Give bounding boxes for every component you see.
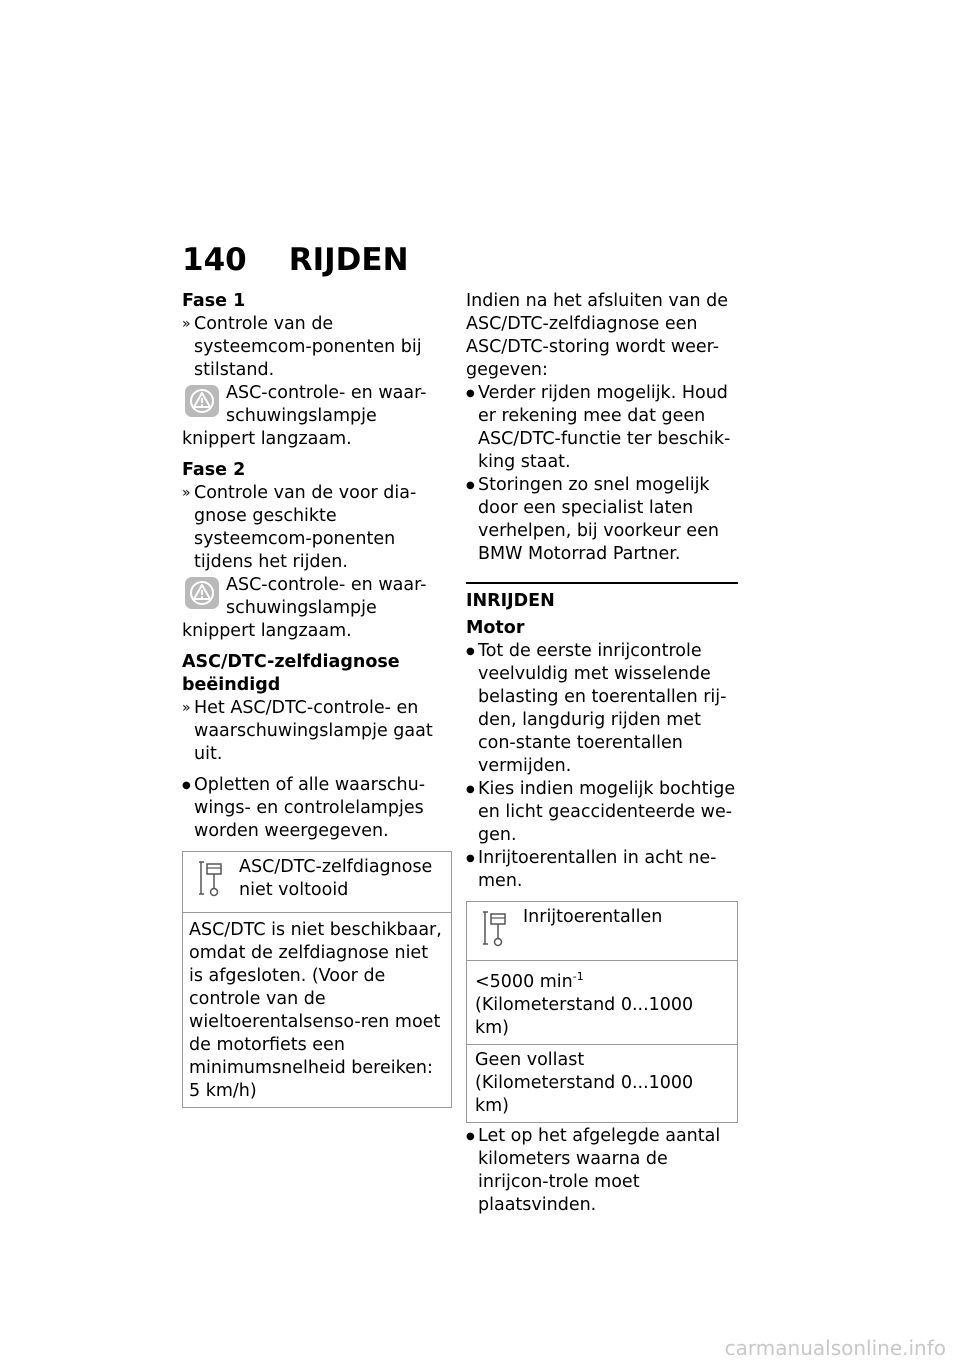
- list-item-text: Storingen zo snel mogelijk door een specialist laten verhelpen, bij voorkeur een BMW Motorrad Partner.: [478, 475, 719, 564]
- watermark: carmanualsonline.info: [724, 1336, 946, 1360]
- warning-lamp-icon: [184, 576, 220, 610]
- box-row: Geen vollast (Kilometerstand 0...1000 km): [475, 1049, 694, 1116]
- chapter-title: RIJDEN: [288, 242, 409, 278]
- list-item: [466, 1125, 738, 1217]
- subheading-motor: Motor: [466, 618, 525, 638]
- done-step-text: Het ASC/DTC-controle- en waarschuwingslampje gaat uit.: [194, 698, 433, 764]
- section-divider: [466, 582, 738, 613]
- box-header: [467, 902, 737, 961]
- list-item-text: Inrijtoerentallen in acht ne-men.: [478, 848, 717, 891]
- rpm-unit-exponent: -1: [572, 970, 584, 983]
- box-body: ASC/DTC is niet beschikbaar, omdat de zelfdiagnose niet is afgesloten. (Voor de controle van de wieltoerentalsenso-ren moet de motorfiets een minimumsnelheid bereiken: 5 km/h): [189, 920, 442, 1101]
- engine-piston-icon: [199, 860, 225, 900]
- left-column: [182, 290, 452, 1108]
- list-item-text: Tot de eerste inrijcontrole veelvuldig met wisselende belasting en toerentallen rij-den, langdurig rijden met con-stante toerentallen vermijden.: [478, 641, 727, 776]
- fase1-warning-text: ASC-controle- en waar-schuwingslampje knippert langzaam.: [182, 383, 427, 449]
- box-row: [467, 961, 737, 1045]
- box-header: [183, 852, 451, 913]
- list-item: [466, 847, 738, 893]
- box-title: ASC/DTC-zelfdiagnose niet voltooid: [239, 857, 433, 900]
- list-item-text: Let op het afgelegde aantal kilometers waarna de inrijcon-trole moet plaatsvinden.: [478, 1125, 721, 1215]
- fase2-step-text: Controle van de voor dia-gnose geschikte systeemcom-ponenten tijdens het rijden.: [194, 483, 417, 572]
- fase2-warning-text: ASC-controle- en waar-schuwingslampje knippert langzaam.: [182, 575, 427, 641]
- section-title: INRIJDEN: [466, 591, 555, 611]
- fase1-warning: [182, 382, 452, 451]
- list-item: [466, 382, 738, 474]
- box-title: Inrijtoerentallen: [523, 907, 663, 927]
- list-item: [466, 640, 738, 778]
- list-item: [466, 778, 738, 847]
- right-column: [466, 290, 738, 1217]
- fase1-step-text: Controle van de systeemcom-ponenten bij stilstand.: [194, 314, 422, 380]
- list-item: [466, 474, 738, 566]
- list-item-text: Kies indien mogelijk bochtige en licht geaccidenteerde we-gen.: [478, 779, 736, 845]
- warning-lamp-icon: [184, 384, 220, 418]
- done-bullet-text: Opletten of alle waarschu-wings- en controlelampjes worden weergegeven.: [194, 775, 426, 841]
- incomplete-diagnosis-box: [182, 851, 452, 1108]
- rpm-limit: <5000 min: [475, 971, 573, 992]
- fase2-warning: [182, 574, 452, 643]
- page-number: 140: [182, 242, 247, 278]
- fase1-step: [182, 313, 452, 382]
- done-heading: ASC/DTC-zelfdiagnose beëindigd: [182, 652, 400, 695]
- done-bullet: [182, 774, 452, 843]
- fase2-heading: Fase 2: [182, 460, 246, 480]
- fase1-heading: Fase 1: [182, 291, 246, 311]
- storing-intro: Indien na het afsluiten van de ASC/DTC-zelfdiagnose een ASC/DTC-storing wordt weer-gegeven:: [466, 291, 729, 380]
- engine-piston-icon: [483, 910, 509, 950]
- page-header: [182, 240, 409, 280]
- list-item-text: Verder rijden mogelijk. Houd er rekening mee dat geen ASC/DTC-functie ter beschik-king staat.: [478, 383, 731, 472]
- break-in-rpm-box: [466, 901, 738, 1123]
- rpm-mileage: (Kilometerstand 0...1000 km): [475, 994, 694, 1038]
- fase2-step: [182, 482, 452, 574]
- done-step: [182, 697, 452, 766]
